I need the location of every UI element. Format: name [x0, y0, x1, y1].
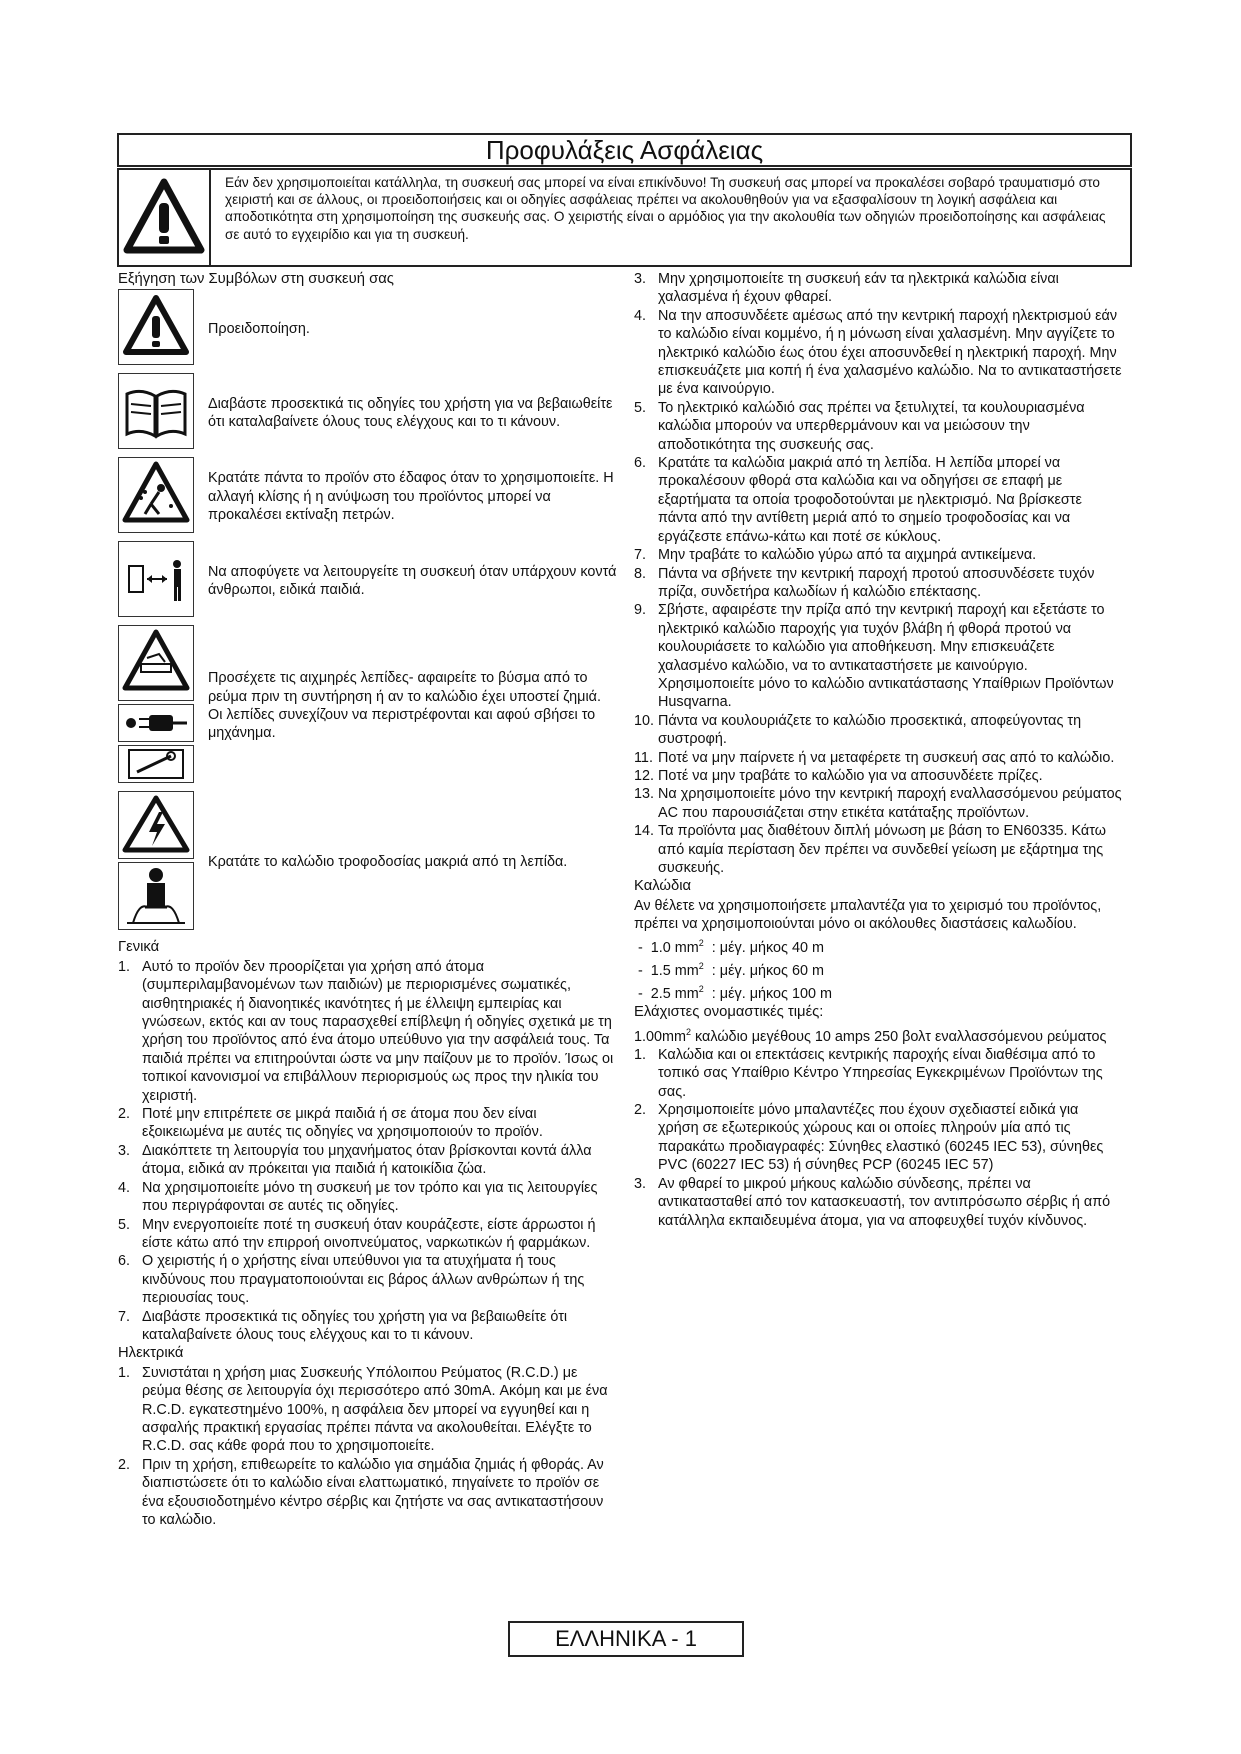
list-item: 1. Συνιστάται η χρήση μιας Συσκευής Υπόλοιπου Ρεύματος (R.C.D.) με ρεύμα θέσης σε λειτουργία όχι περισσότερο από 30mA. Ακόμη και με ένα R.C.D. εγκατεστημένο 100%, η ασφάλεια δεν μπορεί να εγγυηθεί και η ασφαλής πρακτική εργασίας πρέπει πάντα να ακολουθείται. Ελέγξτε το R.C.D. σας κάθε φορά που το χρησιμοποιείτε.	[118, 1364, 608, 1455]
symbol-row	[118, 289, 618, 368]
symbol-text: Προσέχετε τις αιχμηρές λεπίδες- αφαιρείτε το βύσμα από το ρεύμα πριν τη συντήρηση ή αν το καλώδιο έχει υποστεί ζημιά. Οι λεπίδες συνεχίζουν να περιστρέφονται και αφού σβήσει το μηχάνημα.	[208, 670, 601, 742]
warning-triangle-icon	[119, 170, 211, 265]
min-ratings-heading: Ελάχιστες ονομαστικές τιμές:	[634, 1004, 824, 1021]
cable-size-row: - 2.5 $mm^2$ : μέγ. μήκος 100 m	[634, 984, 832, 1002]
symbol-row	[118, 625, 618, 786]
sharp-blades-icon	[118, 625, 194, 701]
left-column	[118, 270, 618, 1529]
electric-shock-icon	[118, 791, 194, 859]
cable-size-row: - 1.5 $mm^2$ : μέγ. μήκος 60 m	[634, 960, 824, 979]
keep-distance-icon	[118, 541, 194, 617]
list-item: 6. Ο χειριστής ή ο χρήστης είναι υπεύθυνοι για τα ατυχήματα ή τους κινδύνους που πραγματοποιούνται εις βάρος άλλων ανθρώπων ή της περιουσίας τους.	[118, 1253, 585, 1307]
list-item: 8. Πάντα να σβήνετε την κεντρική παροχή προτού αποσυνδέσετε τυχόν πρίζα, συνδετήρα καλωδίων ή καλώδιο επέκτασης.	[634, 565, 1095, 600]
symbol-text: Κρατάτε πάντα το προϊόν στο έδαφος όταν το χρησιμοποιείτε. Η αλλαγή κλίσης ή η ανύψωση του προϊόντος μπορεί να προκαλέσει εκτίναξη πετρών.	[208, 470, 614, 524]
list-item: 1. Καλώδια και οι επεκτάσεις κεντρικής παροχής είναι διαθέσιμα από το τοπικό σας Υπαίθριο Κέντρο Υπηρεσίας Εγκεκριμένων Προϊόντων της σας.	[634, 1046, 1103, 1100]
list-item: 11. Ποτέ να μην παίρνετε ή να μεταφέρετε τη συσκευή σας από το καλώδιο.	[634, 749, 1115, 766]
right-column	[634, 270, 1122, 1230]
list-item: 7. Μην τραβάτε το καλώδιο γύρω από τα αιχμηρά αντικείμενα.	[634, 547, 1037, 564]
list-item: 2. Χρησιμοποιείτε μόνο μπαλαντέζες που έχουν σχεδιαστεί ειδικά για χρήση σε εξωτερικούς χώρους και οι οποίες πληρούν μία από τις παρακάτω προδιαγραφές: Σύνηθες ελαστικό (60245 IEC 53), σύνηθες PVC (60227 IEC 53) ή σύνηθες PCP (60245 IEC 57)	[634, 1102, 1104, 1174]
symbol-row	[118, 373, 618, 452]
symbol-row	[118, 791, 618, 933]
list-item: 9. Σβήστε, αφαιρέστε την πρίζα από την κεντρική παροχή και εξετάστε το ηλεκτρικό καλώδιο παροχής για τυχόν βλάβη ή φθορά προτού να κουλουριάσετε το καλώδιο για αποθήκευση. Μην επισκευάζετε χαλασμένο καλώδιο, να το αντικαταστήσετε με καινούργιο. Χρησιμοποιείτε μόνο το καλώδιο αντικατάστασης Υπαίθριων Προϊόντων Husqvarna.	[634, 602, 1114, 711]
list-item: 4. Να χρησιμοποιείτε μόνο τη συσκευή με τον τρόπο και για τις λειτουργίες που περιγράφονται σε αυτές τις οδηγίες.	[118, 1179, 598, 1215]
cables-list	[634, 1046, 1122, 1230]
list-item: 5. Μην ενεργοποιείτε ποτέ τη συσκευή όταν κουράζεστε, είστε άρρωστοι ή είστε κάτω από την επιρροή οινοπνεύματος, ναρκωτικών ή φαρμάκων.	[118, 1216, 596, 1251]
electrical-list	[118, 1364, 618, 1530]
page-number-label: ΕΛΛΗΝΙΚΑ - 1	[508, 1621, 744, 1657]
cable-size-row: - 1.0 $mm^2$ : μέγ. μήκος 40 m	[634, 937, 824, 956]
list-item: 3. Μην χρησιμοποιείτε τη συσκευή εάν τα ηλεκτρικά καλώδια είναι χαλασμένα ή έχουν φθαρεί.	[634, 271, 1059, 306]
warning-triangle-icon	[118, 289, 194, 365]
list-item: 14. Τα προϊόντα μας διαθέτουν διπλή μόνωση με βάση το EN60335. Κάτω από καμία περίσταση δεν πρέπει να συνδεθεί γείωση με εξάρτημα της συσκευής.	[634, 823, 1106, 876]
list-item: 12. Ποτέ να μην τραβάτε το καλώδιο για να αποσυνδέετε πρίζες.	[634, 767, 1043, 784]
list-item: 7. Διαβάστε προσεκτικά τις οδηγίες του χρήστη για να βεβαιωθείτε ότι καταλαβαίνετε όλους τους ελέγχους και το τι κάνουν.	[118, 1308, 568, 1343]
symbol-row	[118, 541, 618, 620]
list-item: 1. Αυτό το προϊόν δεν προορίζεται για χρήση από άτομα (συμπεριλαμβανομένων των παιδιών) με περιορισμένες σωματικές, αισθητηριακές ή διανοητικές ικανότητες ή με έλλειψη εμπειρίας και γνώσεων, εκτός και αν τους παρασχεθεί επίβλεψη ή οδηγίες σχετικά με τη χρήση του προϊόντος από ένα άτομο υπεύθυνο για την ασφάλειά τους. Τα παιδιά πρέπει να επιτηρούνται ώστε να μην παίζουν με το προϊόν. Ίσως οι τοπικοί κανονισμοί να επιβάλλουν περιορισμούς ως προς την ηλικία του χειριστή.	[118, 958, 614, 1104]
list-item: 4. Να την αποσυνδέετε αμέσως από την κεντρική παροχή ηλεκτρισμού εάν το καλώδιο είναι κομμένο, ή η μόνωση είναι χαλασμένη. Μην αγγίζετε το ηλεκτρικό καλώδιο έως ότου έχει αποσυνδεθεί η ηλεκτρική παροχή. Μην επισκευάζετε μια κοπή ή ένα χαλασμένο καλώδιο. Να το αντικαταστήσετε με ένα καινούργιο.	[634, 307, 1122, 398]
symbol-row	[118, 457, 618, 536]
electrical-heading: Ηλεκτρικά	[118, 1345, 184, 1362]
list-item: 3. Διακόπτετε τη λειτουργία του μηχανήματος όταν βρίσκονται κοντά άλλα άτομα, ειδικά αν πρόκειται για παιδιά ή κατοικίδια ζώα.	[118, 1142, 592, 1178]
symbol-text: Κρατάτε το καλώδιο τροφοδοσίας μακριά από τη λεπίδα.	[208, 854, 568, 871]
symbol-text: Προειδοποίηση.	[208, 320, 310, 337]
electrical-list-continued	[634, 270, 1122, 877]
general-heading: Γενικά	[118, 939, 160, 956]
cables-heading: Καλώδια	[634, 878, 692, 895]
electric-cable-icon	[118, 862, 194, 930]
intro-warning-text: Εάν δεν χρησιμοποιείται κατάλληλα, τη συσκευή σας μπορεί να είναι επικίνδυνο! Τη συσκευή σας μπορεί να προκαλέσει σοβαρό τραυματισμό στο χειριστή και σε άλλους, οι προειδοποιήσεις και οι οδηγίες ασφάλειας πρέπει να ακολουθηθούν για να εξασφαλίσουν τη λογική ασφάλεια και αποδοτικότητα στη χρησιμοποίηση της συσκευής σας. Ο χειριστής είναι ο αρμόδιος για την ακολουθία των οδηγιών προειδοποίησης και ασφάλειας σε αυτό το εγχειρίδιο και για τη συσκευή.	[225, 175, 1106, 242]
list-item: 3. Αν φθαρεί το μικρού μήκους καλώδιο σύνδεσης, πρέπει να αντικατασταθεί από τον κατασκευαστή, τον αντιπρόσωπο σέρβις ή από κατάλληλα εκπαιδευμένα άτομα, για να αποφευχθεί τυχόν κίνδυνος.	[634, 1175, 1111, 1229]
list-item: 10. Πάντα να κουλουριάζετε το καλώδιο προσεκτικά, αποφεύγοντας τη συστροφή.	[634, 712, 1082, 748]
list-item: 2. Ποτέ μην επιτρέπετε σε μικρά παιδιά ή σε άτομα που δεν είναι εξοικειωμένα με αυτές τις οδηγίες να χρησιμοποιούν το προϊόν.	[118, 1106, 543, 1141]
list-item: 6. Κρατάτε τα καλώδια μακριά από τη λεπίδα. Η λεπίδα μπορεί να προκαλέσουν φθορά στα καλώδια και να οδηγήσει σε επαφή με εξαρτήματα τα οποία τροφοδοτούνται με ηλεκτρισμό. Να βρίσκεστε πάντα από την αντίθετη μεριά από το σημείο τροφοδοσίας και να εργάζεστε επάνω-κάτω και ποτέ σε κύκλους.	[634, 455, 1082, 545]
intro-warning-box	[117, 168, 1132, 267]
list-item: 5. Το ηλεκτρικό καλώδιό σας πρέπει να ξετυλιχτεί, τα κουλουριασμένα καλώδια μπορούν να υπερθερμάνουν και να μειώσουν την αποδοτικότητα της συσκευής σας.	[634, 399, 1085, 453]
symbol-text: Διαβάστε προσεκτικά τις οδηγίες του χρήστη για να βεβαιωθείτε ότι καταλαβαίνετε όλους τους ελέγχους και το τι κάνουν.	[208, 395, 613, 430]
symbol-text: Να αποφύγετε να λειτουργείτε τη συσκευή όταν υπάρχουν κοντά άνθρωποι, ειδικά παιδιά.	[208, 563, 617, 598]
unplug-icon	[118, 704, 194, 742]
general-list	[118, 958, 618, 1345]
list-item: 2. Πριν τη χρήση, επιθεωρείτε το καλώδιο για σημάδια ζημιάς ή φθοράς. Αν διαπιστώσετε ότι το καλώδιο είναι ελαττωματικό, πηγαίνετε το προϊόν σε ένα εξουσιοδοτημένο κέντρο σέρβις και ζητήστε να σας αντικαταστήσουν το καλώδιο.	[118, 1456, 604, 1528]
page-title: Προφυλάξεις Ασφάλειας	[117, 133, 1132, 167]
maintenance-manual-icon	[118, 745, 194, 783]
manual-book-icon	[118, 373, 194, 449]
list-item: 13. Να χρησιμοποιείτε μόνο την κεντρική παροχή εναλλασσόμενου ρεύματος AC που παρουσιάζεται στην ετικέτα κατάταξης προϊόντων.	[634, 786, 1122, 821]
min-ratings-text: $1.00mm^2$ καλώδιο μεγέθους 10 amps 250 βολτ εναλλασσόμενου ρεύματος	[634, 1026, 1107, 1045]
flying-stones-icon	[118, 457, 194, 533]
cables-intro: Αν θέλετε να χρησιμοποιήσετε μπαλαντέζα για το χειρισμό του προϊόντος, πρέπει να χρησιμοποιούνται μόνο οι ακόλουθες διαστάσεις καλωδίου.	[634, 897, 1102, 933]
symbols-heading: Εξήγηση των Συμβόλων στη συσκευή σας	[118, 271, 394, 287]
